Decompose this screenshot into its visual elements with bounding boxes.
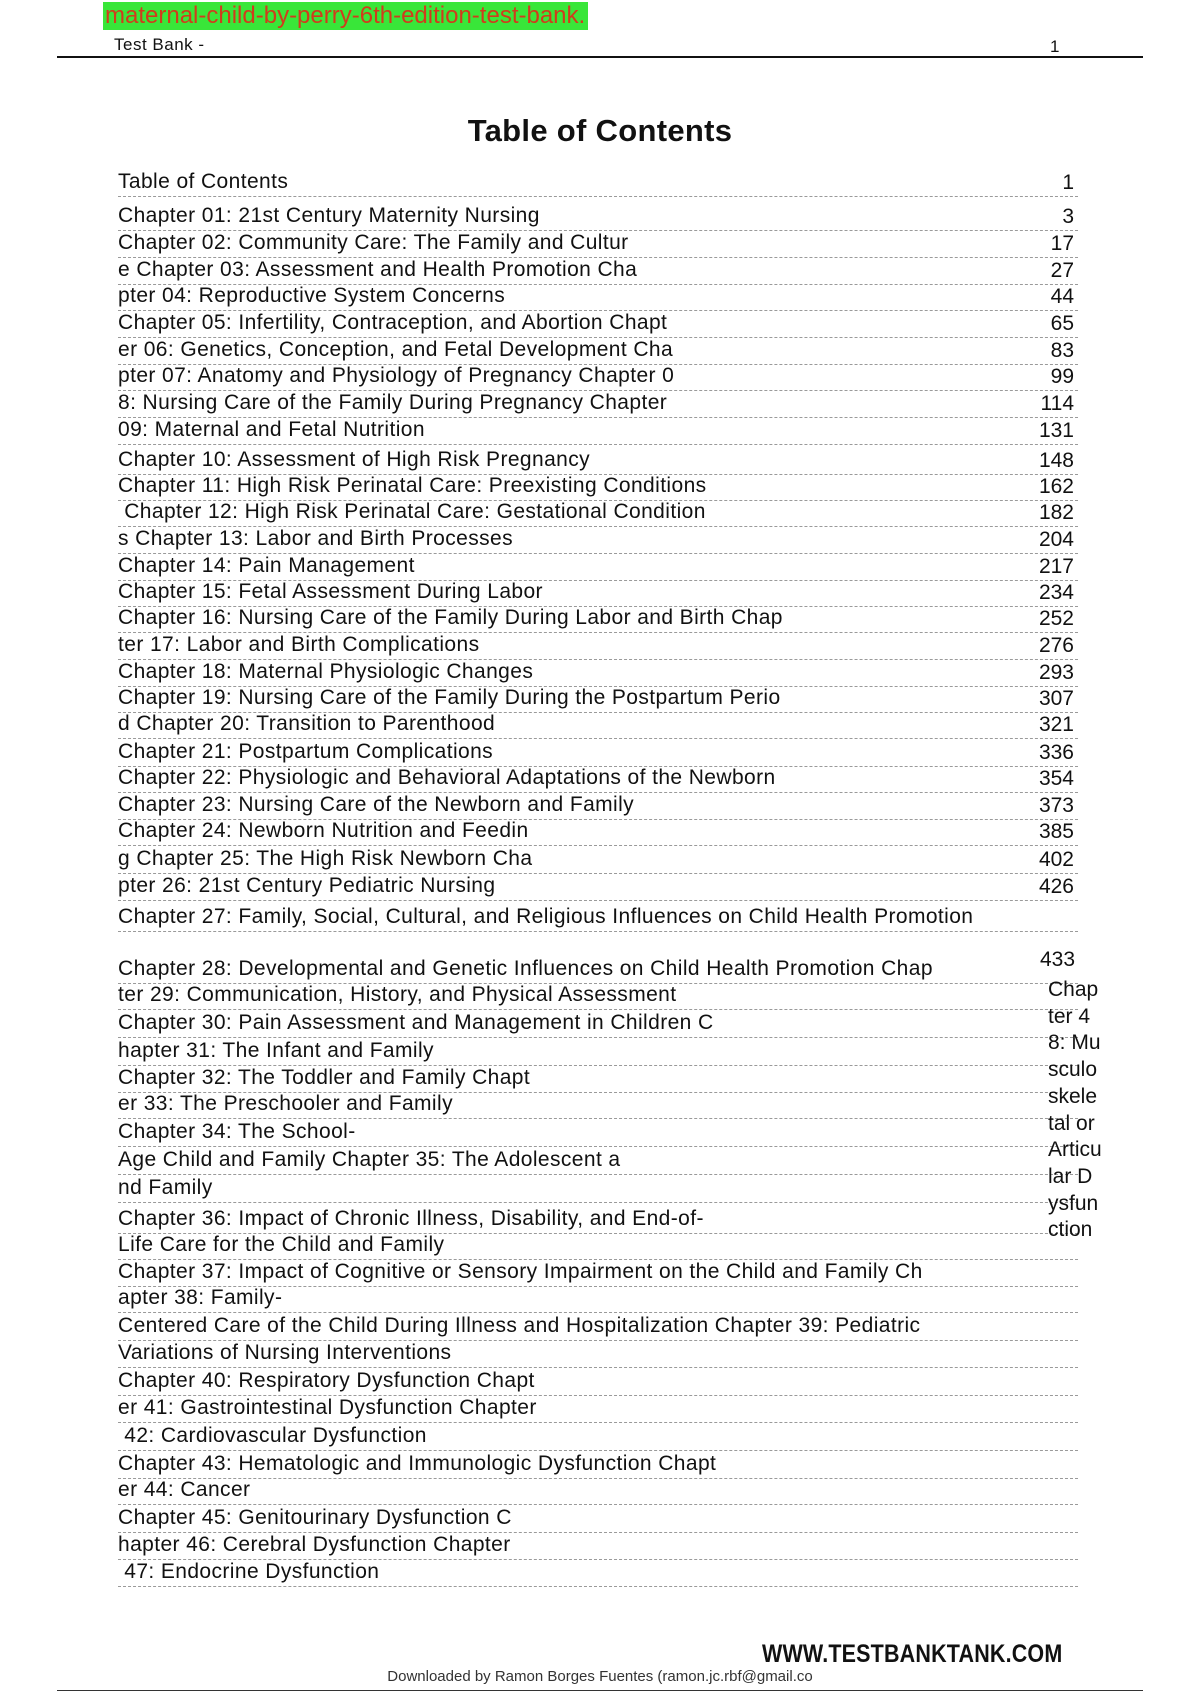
toc-entry-title: pter 26: 21st Century Pediatric Nursing: [118, 874, 496, 897]
toc-entry-title: Chapter 16: Nursing Care of the Family During Labor and Birth Chap: [118, 606, 783, 629]
toc-entry: [118, 231, 1078, 258]
toc-entry-title: Chapter 21: Postpartum Complications: [118, 740, 494, 763]
toc-entry-title: hapter 31: The Infant and Family: [118, 1039, 434, 1062]
toc-entry-title: Chapter 45: Genitourinary Dysfunction C: [118, 1506, 512, 1529]
toc-entry: [118, 474, 1078, 501]
toc-entry: [118, 418, 1078, 445]
toc-entry-page-number: 1: [1062, 171, 1074, 194]
toc-entry: [118, 1120, 1078, 1147]
toc-entry-page-number: 131: [1038, 419, 1074, 442]
toc-entry-title: er 41: Gastrointestinal Dysfunction Chapter: [118, 1396, 537, 1419]
toc-entry: [118, 847, 1078, 874]
toc-entry-title: Chapter 02: Community Care: The Family and Cultur: [118, 231, 629, 254]
toc-entry: [118, 1286, 1078, 1313]
toc-entry: [118, 1207, 1078, 1234]
toc-entry-title: Chapter 05: Infertility, Contraception, and Abortion Chapt: [118, 311, 668, 334]
toc-entry-title: Chapter 40: Respiratory Dysfunction Chapt: [118, 1369, 535, 1392]
running-header-title: Test Bank -: [114, 35, 205, 54]
toc-entry: [118, 1148, 1078, 1175]
toc-entry-title: Chapter 43: Hematologic and Immunologic Dysfunction Chapt: [118, 1452, 717, 1475]
toc-entry-page-number: 17: [1050, 232, 1074, 255]
toc-entry-title: Chapter 36: Impact of Chronic Illness, Disability, and End-of-: [118, 1207, 704, 1230]
filename-highlight-banner: maternal-child-by-perry-6th-edition-test-bank.: [103, 2, 588, 30]
toc-entry-title: Chapter 12: High Risk Perinatal Care: Gestational Condition: [118, 500, 706, 523]
toc-entry-title: ter 29: Communication, History, and Physical Assessment: [118, 983, 677, 1006]
toc-entry-title: er 44: Cancer: [118, 1478, 251, 1501]
toc-entry: [118, 874, 1078, 901]
toc-entry-title: Chapter 01: 21st Century Maternity Nursing: [118, 204, 540, 227]
toc-entry-page-number: 65: [1050, 312, 1074, 335]
toc-entry: [118, 527, 1078, 554]
toc-entry-title: Chapter 18: Maternal Physiologic Changes: [118, 660, 534, 683]
toc-entry-title: Chapter 30: Pain Assessment and Management in Children C: [118, 1011, 714, 1034]
toc-entry-title: hapter 46: Cerebral Dysfunction Chapter: [118, 1533, 511, 1556]
toc-entry: [118, 364, 1078, 391]
toc-entry-title: Life Care for the Child and Family: [118, 1233, 445, 1256]
toc-entry-page-number: 426: [1038, 875, 1074, 898]
toc-entry-page-number: 293: [1038, 661, 1074, 684]
toc-entry: [118, 1092, 1078, 1119]
toc-entry: [118, 1039, 1078, 1066]
toc-entry: [118, 1396, 1078, 1423]
toc-entry-page-number: 182: [1038, 501, 1074, 524]
header-divider: [57, 56, 1143, 58]
toc-entry: [118, 580, 1078, 607]
toc-entry: [118, 766, 1078, 793]
toc-entry-page-number: 385: [1038, 820, 1074, 843]
toc-entry-title: nd Family: [118, 1176, 213, 1199]
toc-entry-title: d Chapter 20: Transition to Parenthood: [118, 712, 496, 735]
toc-entry: [118, 1506, 1078, 1533]
toc-entry-title: 42: Cardiovascular Dysfunction: [118, 1424, 427, 1447]
toc-entry-title: s Chapter 13: Labor and Birth Processes: [118, 527, 513, 550]
toc-entry-page-number: 204: [1038, 528, 1074, 551]
toc-entry-title: 09: Maternal and Fetal Nutrition: [118, 418, 425, 441]
toc-entry-title: er 33: The Preschooler and Family: [118, 1092, 453, 1115]
toc-entry-title: Chapter 28: Developmental and Genetic Influences on Child Health Promotion Chap: [118, 957, 933, 980]
toc-entry: [118, 660, 1078, 687]
toc-entry: [118, 170, 1078, 197]
toc-entry-page-number: 354: [1038, 767, 1074, 790]
toc-entry: [118, 258, 1078, 285]
toc-entry: [118, 448, 1078, 475]
toc-entry: [118, 793, 1078, 820]
toc-entry-title: Chapter 22: Physiologic and Behavioral Adaptations of the Newborn: [118, 766, 776, 789]
toc-entry-title: Chapter 19: Nursing Care of the Family During the Postpartum Perio: [118, 686, 781, 709]
toc-entry-title: e Chapter 03: Assessment and Health Promotion Cha: [118, 258, 638, 281]
toc-entry: [118, 1341, 1078, 1368]
toc-entry-title: Chapter 10: Assessment of High Risk Pregnancy: [118, 448, 591, 471]
toc-entry: [118, 284, 1078, 311]
toc-entry: [118, 905, 1078, 932]
toc-entry-title: 8: Nursing Care of the Family During Pregnancy Chapter: [118, 391, 668, 414]
toc-entry: [118, 338, 1078, 365]
toc-entry: [118, 1260, 1078, 1287]
page-title: Table of Contents: [467, 113, 733, 148]
toc-entry: [118, 554, 1078, 581]
toc-entry-title: g Chapter 25: The High Risk Newborn Cha: [118, 847, 533, 870]
toc-entry: [118, 957, 1078, 984]
toc-entry-title: pter 04: Reproductive System Concerns: [118, 284, 506, 307]
running-header-page-number: 1: [1050, 37, 1060, 56]
toc-entry-page-number: 276: [1038, 634, 1074, 657]
toc-entry-title: Chapter 11: High Risk Perinatal Care: Preexisting Conditions: [118, 474, 707, 497]
toc-entry: [118, 633, 1078, 660]
toc-entry-title: Chapter 34: The School-: [118, 1120, 356, 1143]
toc-entry-title: apter 38: Family-: [118, 1286, 283, 1309]
toc-entry-page-number: 307: [1038, 687, 1074, 710]
toc-entry-title: Variations of Nursing Interventions: [118, 1341, 452, 1364]
toc-entry: [118, 391, 1078, 418]
toc-entry-page-number: 234: [1038, 581, 1074, 604]
toc-entry-title: ter 17: Labor and Birth Complications: [118, 633, 480, 656]
toc-entry: [118, 1452, 1078, 1479]
toc-entry-page-number: 162: [1038, 475, 1074, 498]
toc-entry-title: Chapter 27: Family, Social, Cultural, and Religious Influences on Child Health Promotion: [118, 905, 974, 928]
toc-entry-page-number: 99: [1050, 365, 1074, 388]
toc-entry: [118, 204, 1078, 231]
toc-overflow-side-column: Chapter 48: Musculoskeletal or Articular Dysfunction: [1048, 978, 1102, 1242]
toc-entry: [118, 1478, 1078, 1505]
toc-entry: [118, 819, 1078, 846]
toc-entry-title: Centered Care of the Child During Illness and Hospitalization Chapter 39: Pediatric: [118, 1314, 921, 1337]
toc-entry-title: Chapter 37: Impact of Cognitive or Sensory Impairment on the Child and Family Ch: [118, 1260, 923, 1283]
toc-entry-page-number: 402: [1038, 848, 1074, 871]
toc-entry-title: Chapter 24: Newborn Nutrition and Feedin: [118, 819, 529, 842]
toc-entry: [118, 1369, 1078, 1396]
toc-entry-page-number: 252: [1038, 607, 1074, 630]
toc-entry-title: Chapter 14: Pain Management: [118, 554, 415, 577]
toc-entry: [118, 712, 1078, 739]
toc-entry: [118, 1314, 1078, 1341]
toc-entry-title: pter 07: Anatomy and Physiology of Pregnancy Chapter 0: [118, 364, 675, 387]
toc-entry: [118, 1176, 1078, 1203]
toc-entry-page-number: 373: [1038, 794, 1074, 817]
toc-entry: [118, 686, 1078, 713]
toc-entry: [118, 1011, 1078, 1038]
toc-entry-title: Age Child and Family Chapter 35: The Adolescent a: [118, 1148, 621, 1171]
toc-entry-title: 47: Endocrine Dysfunction: [118, 1560, 380, 1583]
toc-entry-page-number: 336: [1038, 741, 1074, 764]
footer-brand-watermark: WWW.TESTBANKTANK.COM: [762, 1640, 1063, 1668]
toc-entry-title: Chapter 23: Nursing Care of the Newborn and Family: [118, 793, 635, 816]
toc-entry-title: er 06: Genetics, Conception, and Fetal Development Cha: [118, 338, 674, 361]
toc-entry-page-number: 114: [1040, 392, 1074, 415]
toc-entry-title: Chapter 32: The Toddler and Family Chapt: [118, 1066, 531, 1089]
toc-entry-page-number: 3: [1062, 205, 1074, 228]
toc-entry-page-number: 44: [1050, 285, 1074, 308]
footer-divider: [57, 1690, 1143, 1691]
footer-download-credit: Downloaded by Ramon Borges Fuentes (ramon.jc.rbf@gmail.co: [387, 1668, 813, 1685]
toc-entry: [118, 311, 1078, 338]
toc-entry: [118, 1233, 1078, 1260]
toc-entry-title: Table of Contents: [118, 170, 289, 193]
toc-entry: [118, 740, 1078, 767]
toc-entry: [118, 606, 1078, 633]
toc-entry-page-number: 217: [1038, 555, 1074, 578]
toc-entry: [118, 1533, 1078, 1560]
toc-entry: [118, 1424, 1078, 1451]
toc-entry: [118, 983, 1078, 1010]
toc-entry: [118, 500, 1078, 527]
toc-entry: [118, 1560, 1078, 1587]
toc-entry-page-number: 27: [1050, 259, 1074, 282]
toc-entry-page-number: 83: [1050, 339, 1074, 362]
toc-entry-page-number: 321: [1038, 713, 1074, 736]
toc-entry-page-number: 148: [1038, 449, 1074, 472]
toc-page-number-chapter-27: 433: [1040, 948, 1076, 971]
toc-entry-title: Chapter 15: Fetal Assessment During Labor: [118, 580, 543, 603]
toc-entry: [118, 1066, 1078, 1093]
